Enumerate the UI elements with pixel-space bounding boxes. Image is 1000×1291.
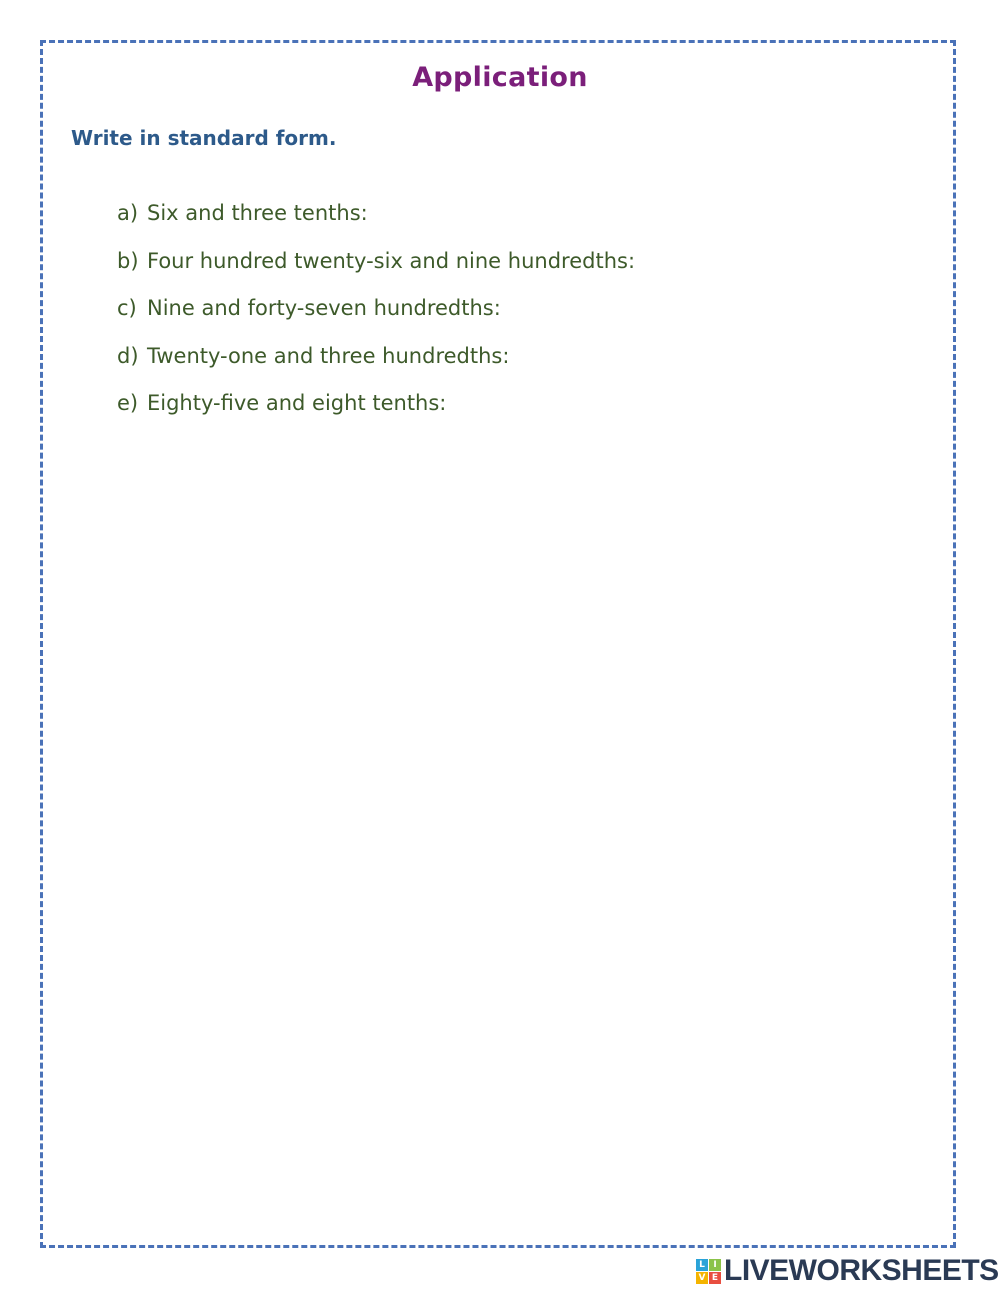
question-marker: b) xyxy=(117,248,139,273)
logo-icon xyxy=(696,1259,721,1284)
question-list xyxy=(117,196,635,434)
logo-cell-v: V xyxy=(696,1272,708,1284)
logo-text: LIVEWORKSHEETS xyxy=(724,1254,999,1287)
question-text: Nine and forty-seven hundredths: xyxy=(147,296,501,320)
question-item-a xyxy=(117,196,635,244)
instruction-text: Write in standard form. xyxy=(71,126,337,150)
question-marker: d) xyxy=(117,343,139,368)
question-item-c xyxy=(117,291,635,339)
question-text: Eighty-five and eight tenths: xyxy=(147,391,447,415)
question-marker: a) xyxy=(117,201,139,225)
question-item-d xyxy=(117,339,635,387)
logo-cell-e: E xyxy=(709,1272,721,1284)
liveworksheets-logo xyxy=(696,1255,999,1287)
question-marker: c) xyxy=(117,296,137,320)
logo-cell-i: I xyxy=(709,1259,721,1271)
question-text: Six and three tenths: xyxy=(147,201,368,225)
question-marker: e) xyxy=(117,391,139,415)
logo-cell-l: L xyxy=(696,1259,708,1271)
question-text: Twenty-one and three hundredths: xyxy=(147,343,510,368)
question-item-e xyxy=(117,386,635,434)
page-title: Application xyxy=(412,62,588,93)
question-text: Four hundred twenty-six and nine hundredths: xyxy=(147,248,636,273)
question-item-b xyxy=(117,244,635,292)
